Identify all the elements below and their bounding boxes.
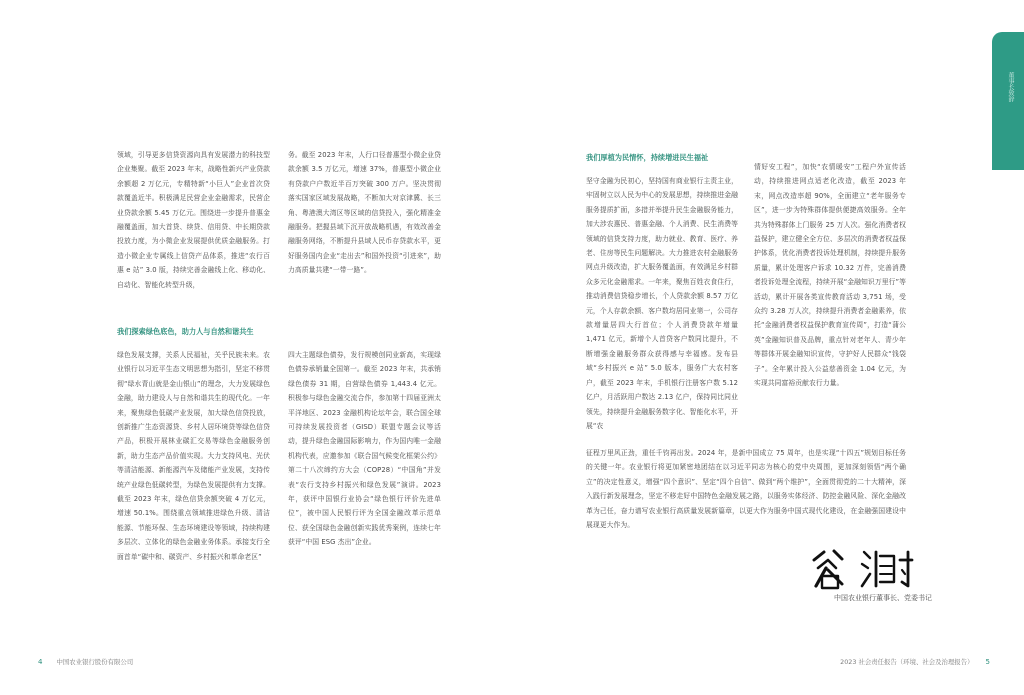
left-col1-top-text: 领域，引导更多信贷资源向具有发展潜力的科技型企业集聚。截至 2023 年末，战略性新兴产业贷款余额超 2 万亿元，专精特新“小巨人”企业首次贷款覆盖近半。积极满足民营企业金融需求，民营企业贷款余额 5.45 万亿元。围绕进一步提升普惠金融覆盖面，加大首贷、续贷、信用贷、中长期贷款投放力度，为小微企业发展提供优质金融服务。打造小微企业专属线上信贷产品体系，推进“农行百惠 e 站” 3.0 版，持续完善金融线上化、移动化、自动化、智能化转型升级， <box>117 151 270 289</box>
signer-title: 中国农业银行董事长、党委书记 <box>834 594 932 602</box>
right-page-number: 5 <box>985 658 990 666</box>
left-footer-text: 中国农业银行股份有限公司 <box>56 658 134 666</box>
right-section-heading: 我们厚植为民情怀，持续增进民生福祉 <box>586 153 709 162</box>
left-footer <box>38 657 133 666</box>
left-section-heading: 我们探索绿色底色，助力人与自然和谐共生 <box>117 327 254 336</box>
right-page <box>512 0 1024 695</box>
right-col1-top-text: 坚守金融为民初心，坚持国有商业银行主责主业，牢固树立以人民为中心的发展思想，持续推进金融服务提质扩面，多措并举提升民生金融服务能力，加大涉农惠民、普惠金融、个人消费、民生消费等领域的信贷支持力度，助力就业、教育、医疗、养老、住房等民生问题解决。大力推进农村金融服务网点升级改造，扩大服务覆盖面，有效满足乡村群众多元化金融需求。一年来，聚焦百姓衣食住行，推动消费信贷稳步增长，个人贷款余额 8.57 万亿元，个人存款余额、客户数均居同业第一，公司存款增量居四大行首位；个人消费贷款年增量 1,471 亿元，新增个人首贷客户数同比提升，不断增强金融服务群众获得感与幸福感。发布县域“乡村振兴 e 站” 5.0 版本，服务广大农村客户，截至 2023 年末，手机银行注册客户数 5.12 亿户，月活跃用户数达 2.13 亿户，保持同比同业领先，持续提升金融服务数字化、智能化水平，开展“农 <box>586 177 738 430</box>
right-footer <box>760 657 990 666</box>
left-col2-bottom-text: 四大主题绿色债券，发行规模创同业新高，实现绿色债券承销量全国第一。截至 2023 年末，共承销绿色债券 31 期，自营绿色债券 1,443.4 亿元。积极参与绿色金融交流合作，参加第十四届亚洲太平洋地区、2023 金融机构论坛年会，联合国全球可持续发展投资者（GISD）联盟专题会议等活动，提升绿色金融国际影响力，作为国内唯一金融机构代表，应邀参加《联合国气候变化框架公约》第二十八次缔约方大会（COP28）“中国角”并发表“农行支持乡村振兴和绿色发展”演讲。2023 年，获评中国银行业协会“绿色银行评价先进单位”，被中国人民银行评为全国金融改革示范单位、获全国绿色金融创新实践优秀案例，连续七年获评“中国 ESG 杰出”企业。 <box>288 351 441 547</box>
section-side-tab-label: 董事长致辞 <box>1007 72 1014 102</box>
left-page-number: 4 <box>38 658 43 666</box>
left-col1-bottom-text: 绿色发展支撑，关系人民福祉，关乎民族未来。农业银行以习近平生态文明思想为指引，坚定不移贯彻“绿水青山就是金山银山”的理念，大力发展绿色金融，助力建设人与自然和谐共生的现代化。一年来，聚焦绿色低碳产业发展，加大绿色信贷投放，创新推广生态资源贷、乡村人居环境贷等绿色信贷产品，积极开展林业碳汇交易等绿色金融服务创新，助力生态产品价值实现。大力支持风电、光伏等清洁能源、新能源汽车及储能产业发展，支持传统产业绿色低碳转型，为绿色发展提供有力支撑。截至 2023 年末，绿色信贷余额突破 4 万亿元，增速 50.1%。围绕重点领域推进绿色升级、清洁能源、节能环保、生态环境建设等领域，持续构建多层次、立体化的绿色金融业务体系。承接支行全面首单“碳中和、碳资产、乡村振兴和革命老区” <box>117 351 270 561</box>
chairman-signature-image <box>808 546 928 590</box>
right-col2-top-text: 情好安工程”，加快“农情暖安”工程户外宣传活动，持续推进网点适老化改造，截至 2023 年末，网点改造率超 90%，全面建立“老年服务专区”，进一步为特殊群体提供便捷高效服务。全年共为特殊群体上门服务 25 万人次。强化消费者权益保护，建立健全全方位、多层次的消费者权益保护体系，优化消费者投诉处理机制，持续提升服务质量，累计处理客户诉求 10.32 万件，完善消费者投诉处理全流程，持续开展“金融知识万里行”等活动，累计开展各类宣传教育活动 3,751 场，受众约 3.28 万人次，持续提升消费者金融素养，依托“金融消费者权益保护教育宣传周”，打造“蒲公英”金融知识普及品牌，重点针对老年人、青少年等群体开展金融知识宣传，守护好人民群众“钱袋子”。全年累计投入公益慈善资金 1.04 亿元，为实现共同富裕贡献农行力量。 <box>754 163 906 388</box>
right-closing-paragraph: 征程万里风正劲，重任千钧再出发。2024 年，是新中国成立 75 周年，也是实现“十四五”规划目标任务的关键一年。农业银行将更加紧密地团结在以习近平同志为核心的党中央周围，更加深刻领悟“两个确立”的决定性意义，增强“四个意识”、坚定“四个自信”、做到“两个维护”，全面贯彻党的二十大精神，深入践行新发展理念，坚定不移走好中国特色金融发展之路，以服务实体经济、防控金融风险、深化金融改革为己任，奋力谱写农业银行高质量发展新篇章，以更大作为服务中国式现代化建设，在金融强国建设中展现更大作为。 <box>586 449 906 530</box>
right-footer-text: 2023 社会责任报告（环境、社会及治理报告） <box>840 658 974 666</box>
left-col2-top-text: 务。截至 2023 年末，人行口径普惠型小微企业贷款余额 3.5 万亿元，增速 37%，普惠型小微企业有贷款户户数近半百万突破 300 万户。坚决贯彻落实国家区域发展战略，不断加大对京津冀、长三角、粤港澳大湾区等区域的信贷投入，强化精准金融服务。把握县域下沉开放战略机遇，有效改善金融服务网络，不断提升县域人民币存贷款水平，更好服务国内企业“走出去”和国外投资“引进来”，助力高质量共建“一带一路”。 <box>288 151 441 275</box>
